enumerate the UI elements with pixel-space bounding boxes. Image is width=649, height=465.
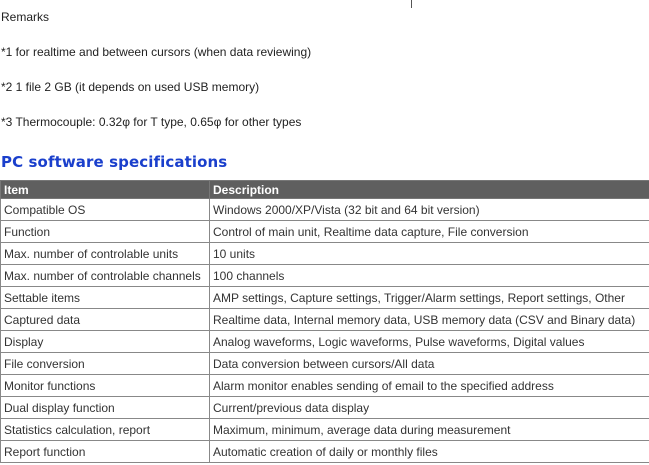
divider-line (411, 0, 412, 8)
description-cell: Realtime data, Internal memory data, USB memory data (CSV and Binary data) (210, 309, 649, 331)
description-cell: Analog waveforms, Logic waveforms, Pulse waveforms, Digital values (210, 331, 649, 353)
table-row (1, 309, 649, 331)
item-cell: Monitor functions (1, 375, 210, 397)
item-cell: Settable items (1, 287, 210, 309)
table-row (1, 419, 649, 441)
item-cell: File conversion (1, 353, 210, 375)
item-cell: Report function (1, 441, 210, 463)
table-row (1, 287, 649, 309)
table-row (1, 397, 649, 419)
item-cell: Display (1, 331, 210, 353)
column-header-item: Item (1, 181, 210, 199)
remark-note-2: *2 1 file 2 GB (it depends on used USB memory) (1, 80, 260, 94)
description-cell: AMP settings, Capture settings, Trigger/Alarm settings, Report settings, Other (210, 287, 649, 309)
description-cell: Control of main unit, Realtime data capture, File conversion (210, 221, 649, 243)
table-row (1, 441, 649, 463)
item-cell: Captured data (1, 309, 210, 331)
item-cell: Dual display function (1, 397, 210, 419)
section-title: PC software specifications (1, 153, 228, 171)
item-cell: Compatible OS (1, 199, 210, 221)
table-row (1, 221, 649, 243)
item-cell: Max. number of controlable units (1, 243, 210, 265)
remarks-block (1, 10, 311, 130)
description-cell: Data conversion between cursors/All data (210, 353, 649, 375)
description-cell: Automatic creation of daily or monthly files (210, 441, 649, 463)
description-cell: 10 units (210, 243, 649, 265)
table-row (1, 331, 649, 353)
item-cell: Max. number of controlable channels (1, 265, 210, 287)
description-cell: Maximum, minimum, average data during measurement (210, 419, 649, 441)
table-row (1, 265, 649, 287)
description-cell: Windows 2000/XP/Vista (32 bit and 64 bit version) (210, 199, 649, 221)
specifications-table (0, 180, 649, 463)
remarks-heading: Remarks (1, 10, 50, 24)
item-cell: Statistics calculation, report (1, 419, 210, 441)
description-cell: 100 channels (210, 265, 649, 287)
table-row (1, 353, 649, 375)
remark-note-3: *3 Thermocouple: 0.32φ for T type, 0.65φ for other types (1, 115, 302, 129)
remark-note-1: *1 for realtime and between cursors (when data reviewing) (1, 45, 312, 59)
table-row (1, 243, 649, 265)
description-cell: Current/previous data display (210, 397, 649, 419)
table-header-row (1, 181, 649, 199)
table-row (1, 199, 649, 221)
item-cell: Function (1, 221, 210, 243)
column-header-description: Description (210, 181, 649, 199)
table-row (1, 375, 649, 397)
description-cell: Alarm monitor enables sending of email to the specified address (210, 375, 649, 397)
